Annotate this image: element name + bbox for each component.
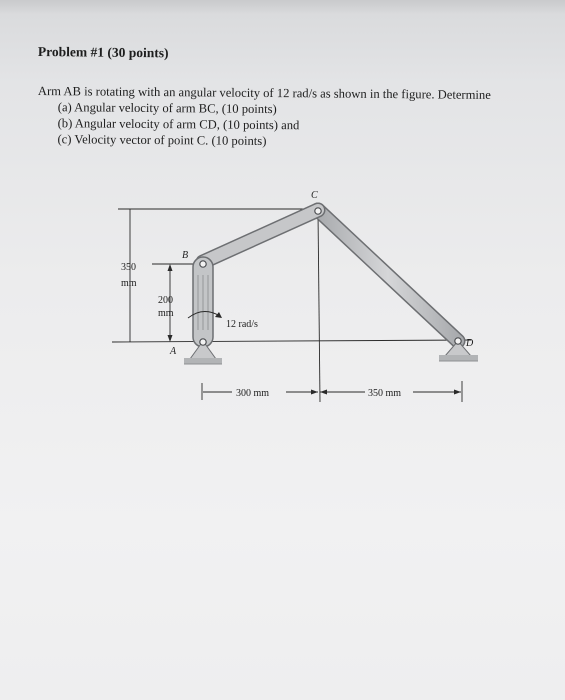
arrowhead [454, 390, 461, 395]
arrowhead [320, 390, 327, 395]
pin-d [455, 338, 461, 344]
problem-statement: Arm AB is rotating with an angular velocity of 12 rad/s as shown in the figure. Determine [37, 83, 491, 102]
label-d: D [466, 338, 474, 349]
arrowhead [311, 390, 318, 395]
problem-part-c: (c) Velocity vector of point C. (10 points) [57, 132, 267, 148]
problem-part-a: (a) Angular velocity of arm BC, (10 points) [57, 100, 277, 117]
arrowhead [168, 335, 173, 342]
arm-bc [203, 210, 318, 262]
problem-title: Problem #1 (30 points) [37, 44, 169, 61]
c-vertical-line [318, 212, 320, 402]
label-b: B [182, 250, 189, 261]
pin-b [200, 261, 206, 267]
arm-ab [193, 257, 213, 347]
dim-200-unit: mm [158, 308, 174, 319]
pin-c [315, 208, 321, 214]
label-c: C [311, 190, 318, 201]
dim-200-value: 200 [158, 295, 173, 306]
problem-part-b: (b) Angular velocity of arm CD, (10 points) and [57, 116, 300, 133]
label-a: A [170, 346, 177, 357]
arm-cd [318, 210, 458, 341]
pin-a [200, 339, 206, 345]
dim-300-label: 300 mm [236, 388, 270, 399]
dim-350-horizontal-label: 350 mm [368, 388, 402, 399]
angular-velocity-label: 12 rad/s [226, 319, 258, 330]
base-reference-line [112, 340, 471, 342]
arrowhead [168, 264, 173, 271]
dim-350-unit: mm [121, 278, 137, 289]
dim-350-value: 350 [121, 262, 136, 273]
